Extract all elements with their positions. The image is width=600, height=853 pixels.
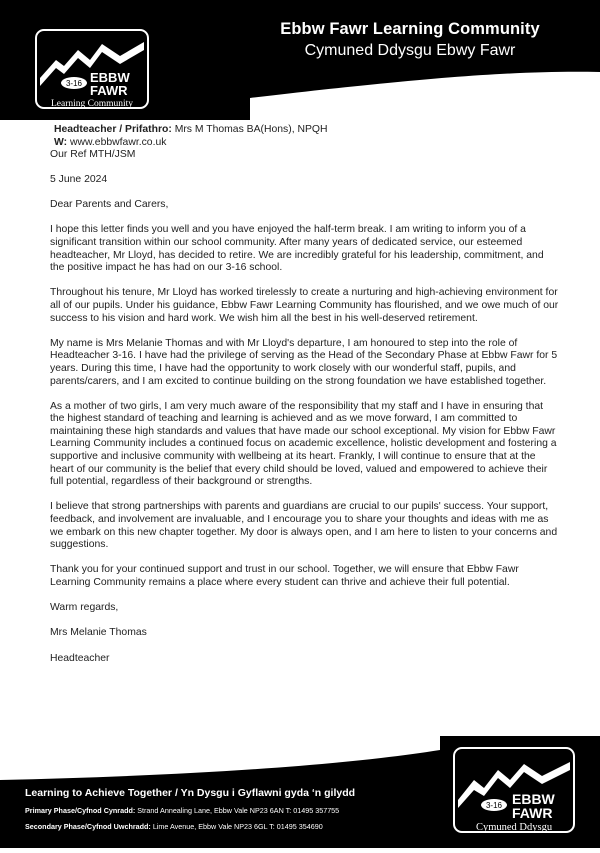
letter-body — [50, 174, 560, 678]
letter-salutation: Dear Parents and Carers, — [50, 199, 169, 211]
headteacher-label: Headteacher / Prifathro: — [54, 124, 172, 135]
paragraph-3: My name is Mrs Melanie Thomas and with Mr Lloyd's departure, I am honoured to step into the role of Headteacher 3-16. I have had the privilege of serving as the Head of the Secondary Phase at Ebbw Fawr for 5 years. During this time, I have had the opportunity to work closely with our wonderful staff, pupils, and parents/carers, and I am excited to continue building on the strong foundation we have established together. — [50, 337, 558, 387]
logo-caption: Learning Community — [50, 99, 134, 109]
header-title: Ebbw Fawr Learning Community — [280, 20, 540, 38]
logo-footer-age-range: 3-16 — [485, 801, 503, 810]
paragraph-4: As a mother of two girls, I am very much aware of the responsibility that my staff and I have in ensuring that the highest standard of teaching and learning is achieved and as we move forward, I am committed to maintaining these high standards and values that have made our school exceptional. My vision for Ebbw Fawr Learning Community includes a continued focus on academic excellence, holistic development and fostering a supportive and inclusive community with wellbeing at its heart. Frankly, I will continue to ensure that at the heart of our community is the belief that every child should be loved, valued and empowered to achieve their full potential, regardless of their background or strengths. — [50, 400, 557, 488]
secondary-phase-value: Lime Avenue, Ebbw Vale NP23 6GL T: 01495 354690 — [152, 822, 323, 831]
website-link[interactable]: www.ebbwfawr.co.uk — [69, 136, 167, 148]
primary-phase-address — [25, 806, 339, 815]
header-subtitle: Cymuned Ddysgu Ebwy Fawr — [304, 42, 516, 59]
letter-date: 5 June 2024 — [50, 174, 108, 185]
headteacher-row — [50, 124, 328, 137]
logo-age-range: 3-16 — [65, 79, 83, 88]
school-logo-header — [32, 26, 152, 112]
secondary-phase-address — [25, 822, 323, 831]
logo-emblem-footer — [450, 744, 578, 836]
letter-meta — [50, 124, 328, 162]
logo-footer-line1: EBBW — [512, 791, 555, 807]
paragraph-1: I hope this letter finds you well and you have enjoyed the half-term break. I am writing to inform you of a significant transition within our school community. After many years of dedicated service, our esteemed headteacher, Mr Lloyd, has decided to retire. We are incredibly grateful for his leadership, commitment, and the positive impact he has had on our 3-16 school. — [50, 224, 544, 274]
logo-line1: EBBW — [90, 70, 130, 85]
secondary-phase-label: Secondary Phase/Cyfnod Uwchradd: — [25, 822, 151, 831]
website-row — [50, 137, 328, 150]
letter-role: Headteacher — [50, 652, 110, 664]
paragraph-5: I believe that strong partnerships with parents and guardians are crucial to our pupils' success. Your support, feedback, and involvement are invaluable, and I encourage you to share your thoughts and ideas with me as we embark on this new chapter together. My door is always open, and I am here to listen to your concerns and suggestions. — [50, 501, 558, 551]
letter-signatory: Mrs Melanie Thomas — [50, 627, 147, 639]
footer-motto: Learning to Achieve Together / Yn Dysgu i Gyflawni gyda ‘n gilydd — [25, 787, 356, 799]
website-label: W: — [54, 136, 68, 148]
reference: Our Ref MTH/JSM — [50, 149, 136, 160]
primary-phase-value: Strand Annealing Lane, Ebbw Vale NP23 6AN T: 01495 357755 — [137, 806, 340, 815]
primary-phase-label: Primary Phase/Cyfnod Cynradd: — [25, 806, 136, 815]
logo-emblem — [32, 26, 152, 112]
logo-line2: FAWR — [90, 83, 128, 98]
logo-footer-line2: FAWR — [512, 805, 553, 821]
letter-closing: Warm regards, — [50, 602, 119, 614]
paragraph-6: Thank you for your continued support and trust in our school. Together, we will ensure that Ebbw Fawr Learning Community remains a place where every student can thrive and achieve their full potential. — [50, 564, 519, 588]
headteacher-value: Mrs M Thomas BA(Hons), NPQH — [174, 124, 328, 135]
logo-footer-caption: Cymuned Ddysgu — [475, 822, 553, 833]
school-logo-footer — [450, 744, 578, 836]
paragraph-2: Throughout his tenure, Mr Lloyd has worked tirelessly to create a nurturing and high-achieving environment for all of our pupils. Under his guidance, Ebbw Fawr Learning Community has flourished, and we owe much of our success to his vision and hard work. We wish him all the best in his well-deserved retirement. — [50, 287, 559, 324]
